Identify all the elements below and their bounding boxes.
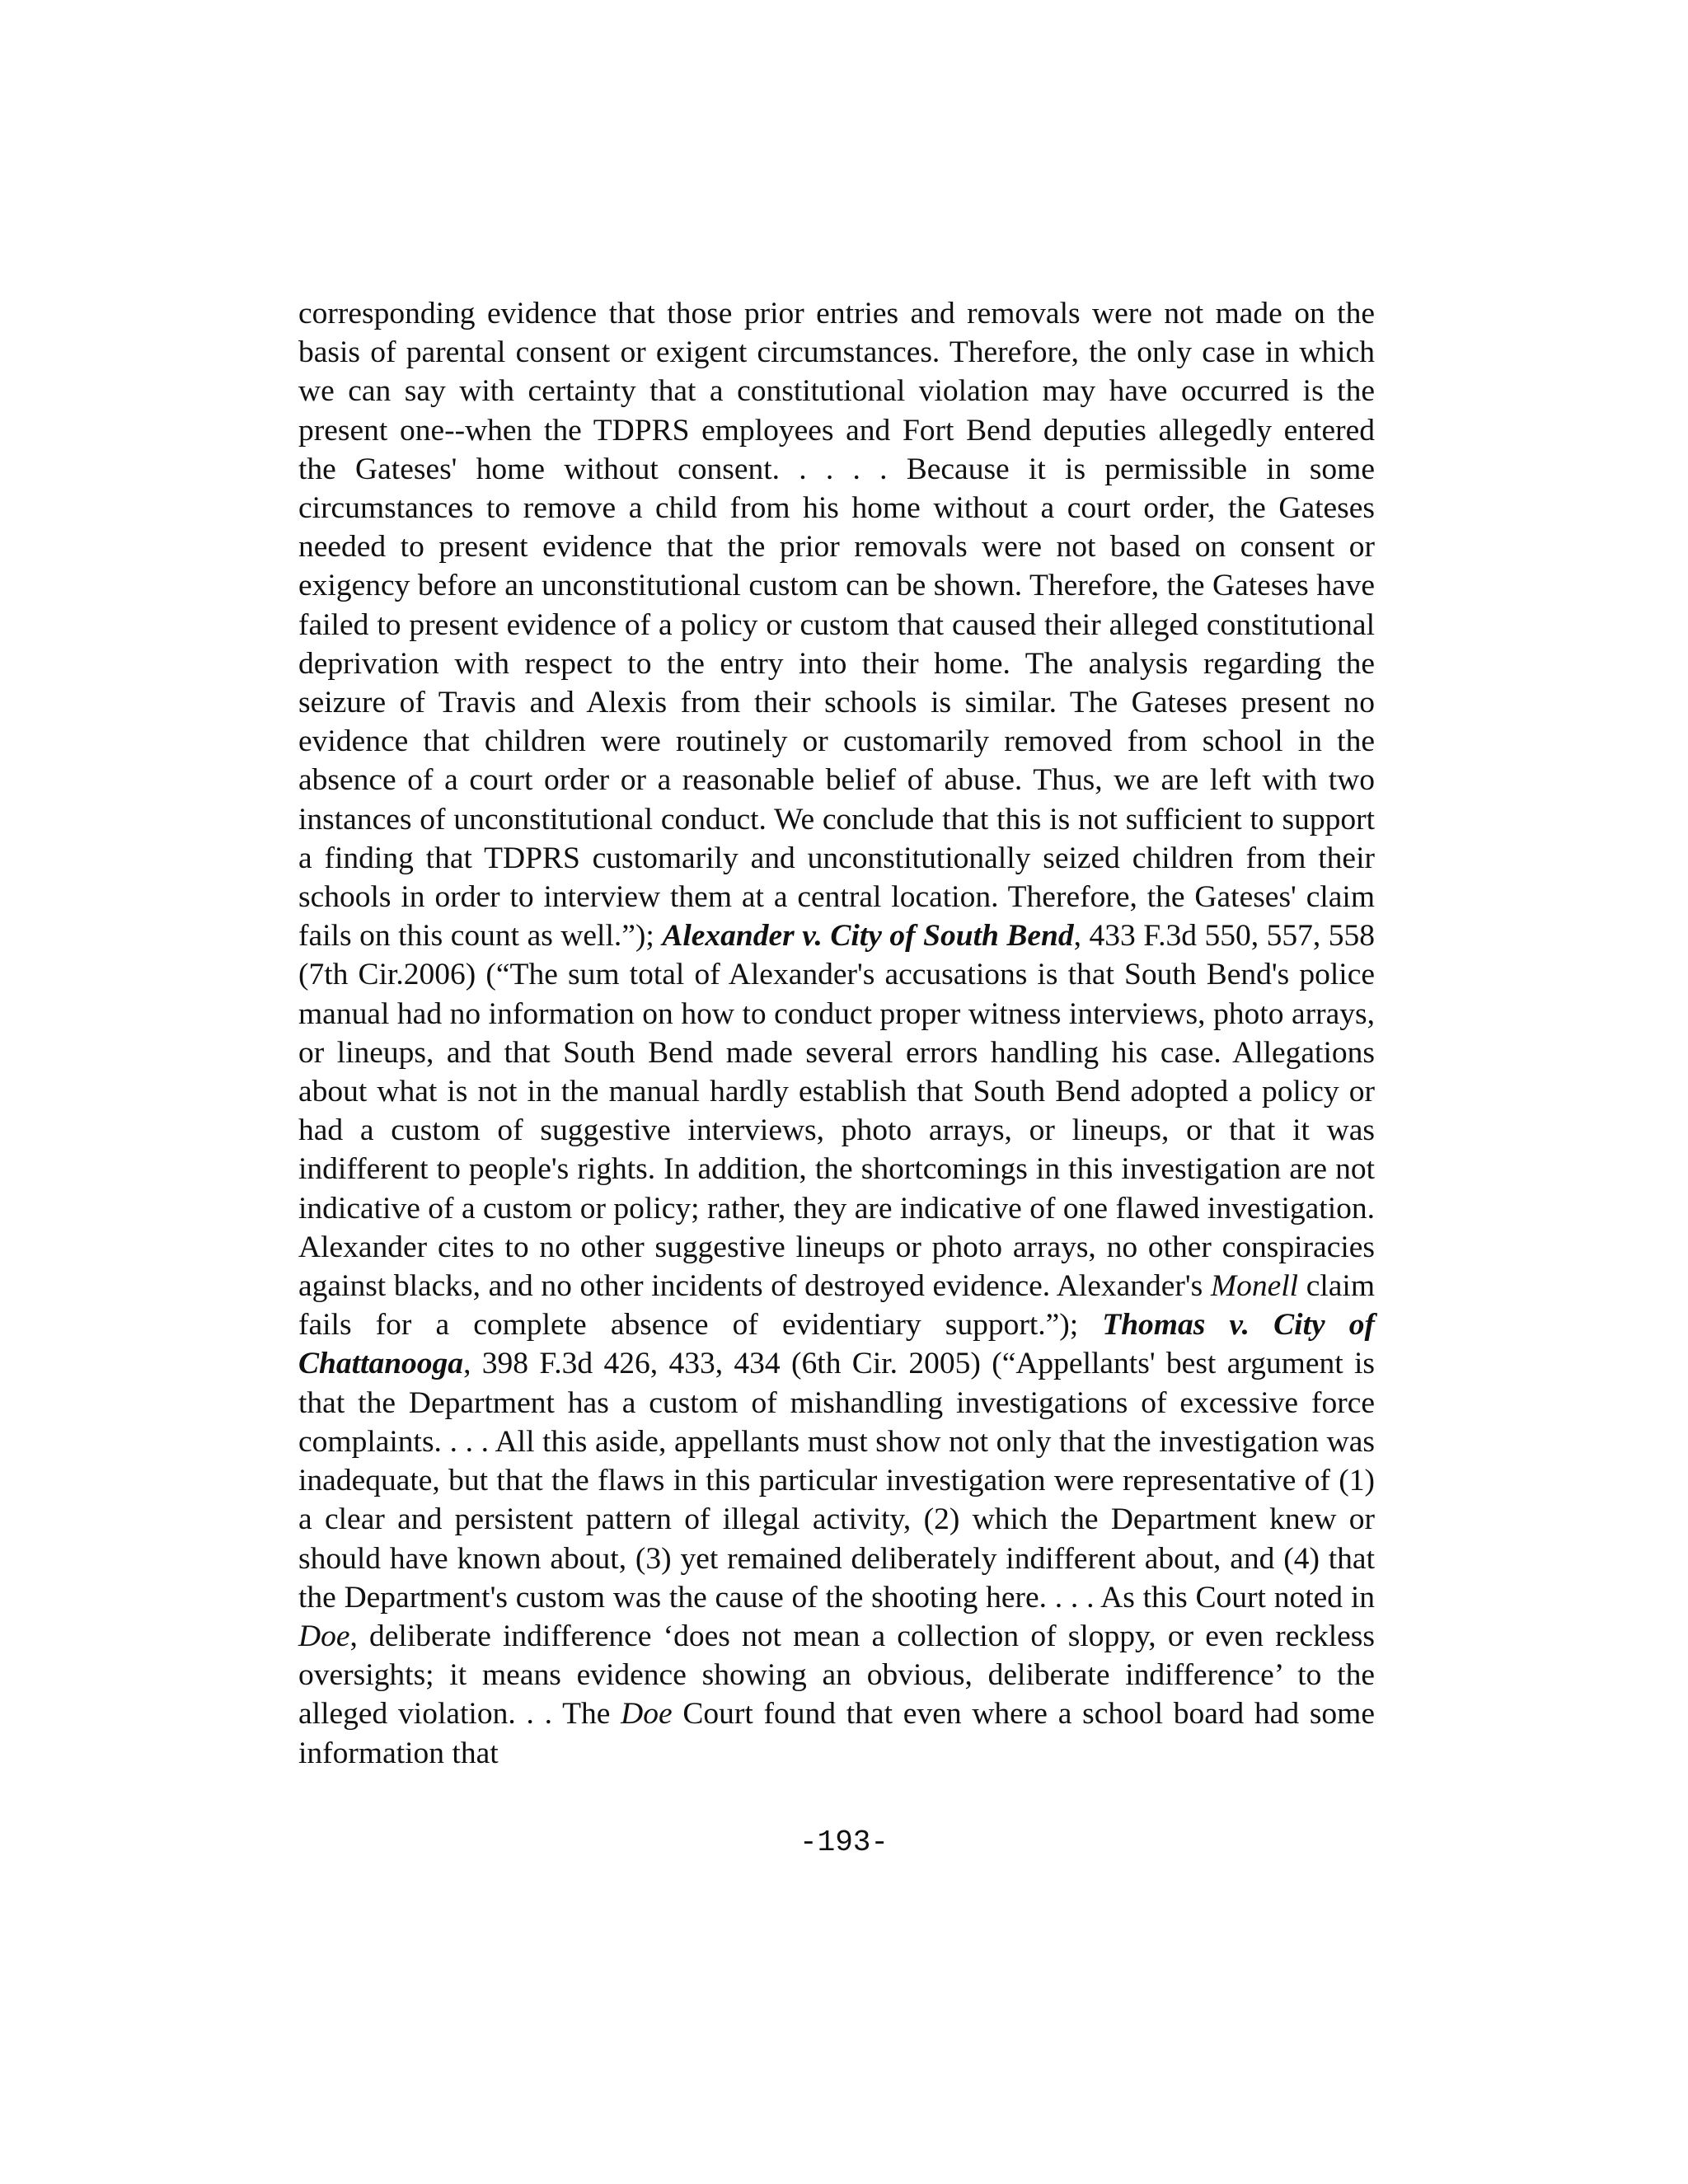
case-citation-thomas: Thomas v. City of Chattanooga: [298, 1308, 1375, 1381]
case-citation-alexander: Alexander v. City of South Bend: [662, 919, 1074, 954]
text-segment: Court found that even where a school board had some information that: [298, 1697, 1375, 1770]
text-segment: , 398 F.3d 426, 433, 434 (6th Cir. 2005) (“Appellants' best argument is that the Department has a custom of mishandling investigations of excessive force complaints. . . . All this aside, appellants must show not only that the investigation was inadequate, but that the flaws in this particular investigation were representative of (1) a clear and persistent pattern of illegal activity, (2) which the Department knew or should have known about, (3) yet remained deliberately indifferent about, and (4) that the Department's custom was the cause of the shooting here. . . . As this Court noted in: [298, 1347, 1375, 1615]
italic-term-doe: Doe: [298, 1619, 350, 1653]
text-segment: claim fails for a complete absence of evidentiary support.”);: [298, 1269, 1375, 1343]
text-segment: corresponding evidence that those prior entries and removals were not made on the basis of parental consent or exigent circumstances. Therefore, the only case in which we can say with certainty that a constitutional violation may have occurred is the present one--when the TDPRS employees and Fort Bend deputies allegedly entered the Gateses' home without consent. . . . . Because it is permissible in some circumstances to remove a child from his home without a court order, the Gateses needed to present evidence that the prior removals were not based on consent or exigency before an unconstitutional custom can be shown. Therefore, the Gateses have failed to present evidence of a policy or custom that caused their alleged constitutional deprivation with respect to the entry into their home. The analysis regarding the seizure of Travis and Alexis from their schools is similar. The Gateses present no evidence that children were routinely or customarily removed from school in the absence of a court order or a reasonable belief of abuse. Thus, we are left with two instances of unconstitutional conduct. We conclude that this is not sufficient to support a finding that TDPRS customarily and unconstitutionally seized children from their schools in order to interview them at a central location. Therefore, the Gateses' claim fails on this count as well.”);: [298, 297, 1375, 954]
text-segment: , deliberate indifference ‘does not mean a collection of sloppy, or even reckless oversights; it means evidence showing an obvious, deliberate indifference’ to the alleged violation. . . The: [298, 1619, 1375, 1732]
italic-term-doe: Doe: [621, 1697, 673, 1732]
italic-term-monell: Monell: [1210, 1269, 1299, 1304]
text-segment: , 433 F.3d 550, 557, 558 (7th Cir.2006) (“The sum total of Alexander's accusations is that South Bend's police manual had no information on how to conduct proper witness interviews, photo arrays, or lineups, and that South Bend made several errors handling his case. Allegations about what is not in the manual hardly establish that South Bend adopted a policy or had a custom of suggestive interviews, photo arrays, or lineups, or that it was indifferent to people's rights. In addition, the shortcomings in this investigation are not indicative of a custom or policy; rather, they are indicative of one flawed investigation. Alexander cites to no other suggestive lineups or photo arrays, no other conspiracies against blacks, and no other incidents of destroyed evidence. Alexander's: [298, 919, 1375, 1304]
page-number: -193-: [799, 1825, 889, 1859]
body-paragraph: [298, 294, 1375, 1773]
